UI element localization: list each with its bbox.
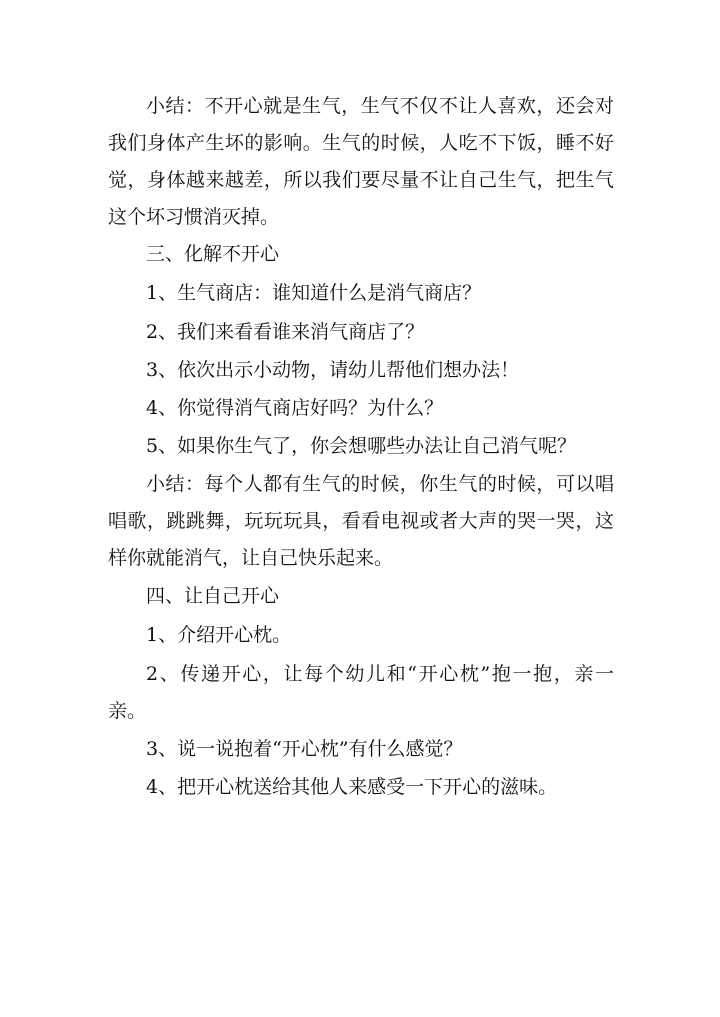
section-4-heading: 四、让自己开心 [146,585,280,607]
summary-1-line-1: 小结：不开心就是生气，生气不仅不让人喜欢，还会对 [146,95,614,117]
section-3-item-5: 5、如果你生气了，你会想哪些办法让自己消气呢？ [146,435,577,457]
section-4-item-1: 1、介绍开心枕。 [146,624,292,646]
summary-2-line-2: 唱歌，跳跳舞，玩玩玩具，看看电视或者大声的哭一哭，这 [108,510,614,532]
section-4-item-2-line-1: 2、传递开心，让每个幼儿和“开心枕”抱一抱，亲一 [146,663,614,685]
section-3-item-1: 1、生气商店：谁知道什么是消气商店？ [146,282,482,304]
summary-2-line-1: 小结：每个人都有生气的时候，你生气的时候，可以唱 [146,473,614,495]
section-3-item-4: 4、你觉得消气商店好吗？为什么？ [146,397,444,419]
section-4-item-2-line-2: 亲。 [108,700,147,722]
section-4-item-4: 4、把开心枕送给其他人来感受一下开心的滋味。 [146,776,558,798]
summary-1-line-4: 这个坏习惯消灭掉。 [108,206,280,228]
section-3-heading: 三、化解不开心 [146,243,280,265]
section-4-item-3: 3、说一说抱着“开心枕”有什么感觉？ [146,738,463,760]
summary-1-line-2: 我们身体产生坏的影响。生气的时候，人吃不下饭，睡不好 [108,132,614,154]
summary-2-line-3: 样你就能消气，让自己快乐起来。 [108,547,394,569]
section-3-item-2: 2、我们来看看谁来消气商店了？ [146,321,425,343]
summary-1-line-3: 觉，身体越来越差，所以我们要尽量不让自己生气，把生气 [108,169,614,191]
section-3-item-3: 3、依次出示小动物，请幼儿帮他们想办法！ [146,359,520,381]
